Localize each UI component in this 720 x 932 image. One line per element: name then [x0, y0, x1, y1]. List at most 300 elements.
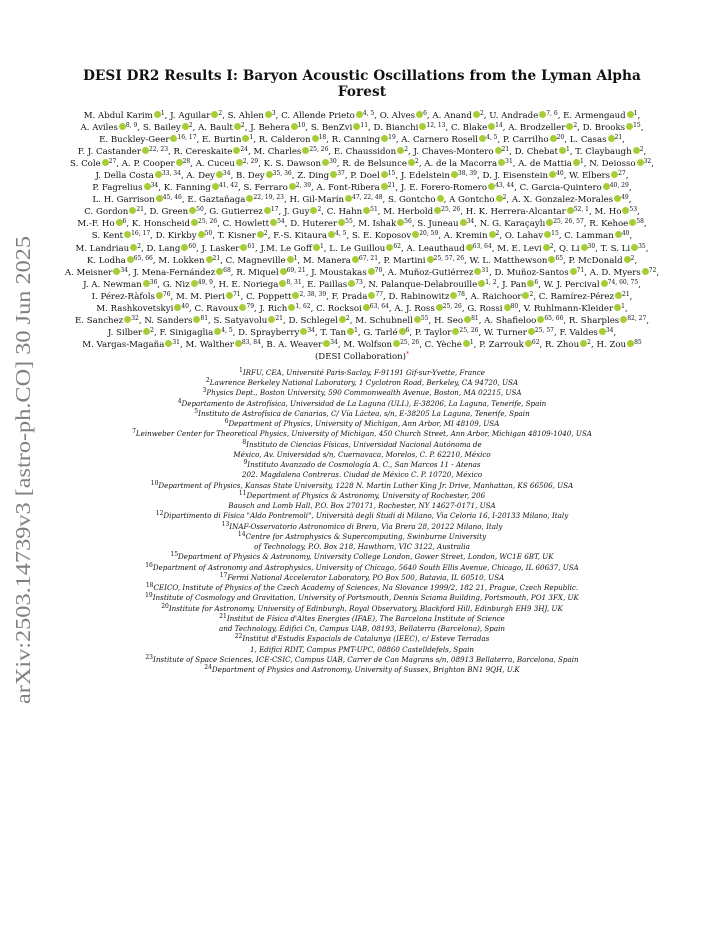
- author-entry: A. Raichoor $^2$,: [470, 290, 537, 302]
- orcid-icon[interactable]: [473, 111, 480, 118]
- author-entry: W. Turner $^{25, 57}$,: [483, 326, 557, 338]
- author-entry: M. Ishak $^{56}$,: [358, 218, 415, 230]
- author-entry: R. Miquel $^{69, 21}$,: [236, 266, 309, 278]
- orcid-icon[interactable]: [466, 244, 473, 251]
- affiliation-number: 1: [238, 366, 243, 374]
- orcid-icon[interactable]: [345, 195, 352, 202]
- author-affiliation-ref: 71: [576, 266, 585, 274]
- author-name: E. Sanchez: [74, 315, 124, 326]
- orcid-icon[interactable]: [206, 256, 213, 263]
- orcid-icon[interactable]: [102, 159, 109, 166]
- author-affiliation-ref: 67, 21: [358, 254, 379, 262]
- orcid-icon[interactable]: [264, 207, 271, 214]
- author-affiliation-ref: 27: [108, 158, 117, 166]
- orcid-icon[interactable]: [615, 231, 622, 238]
- affiliation-line: [62, 419, 662, 429]
- orcid-icon[interactable]: [156, 195, 163, 202]
- author-name: J. Aguilar: [170, 111, 211, 121]
- author-name: C. Howlett: [222, 219, 270, 230]
- author-entry: Z. Ding $^{37}$,: [297, 170, 348, 182]
- orcid-icon[interactable]: [550, 135, 557, 142]
- author-affiliation-ref: 4, 5: [221, 326, 233, 334]
- affiliation-line: [62, 593, 662, 603]
- affiliation-text: Leinweber Center for Theoretical Physics, University of Michigan, 450 Church Street, Ann Arbor, Michigan 48109-1040, USA: [135, 429, 592, 439]
- author-name: N. Palanque-Delabrouille: [368, 279, 478, 290]
- orcid-icon[interactable]: [154, 111, 161, 118]
- author-name: E. Buckley-Geer: [99, 135, 170, 146]
- author-affiliation-ref: 73: [355, 278, 363, 286]
- author-entry: A. D. Myers $^{72}$,: [589, 266, 660, 278]
- author-entry: A. Font-Ribera $^{21}$,: [316, 182, 399, 194]
- author-name: T. Kisner: [217, 231, 256, 242]
- orcid-icon[interactable]: [599, 328, 606, 335]
- author-affiliation-ref: 2: [495, 230, 500, 238]
- orcid-icon[interactable]: [155, 171, 162, 178]
- orcid-icon[interactable]: [176, 159, 183, 166]
- author-affiliation-ref: 2: [404, 146, 409, 154]
- author-entry: K. S. Dawson $^{30}$,: [263, 158, 340, 170]
- author-affiliation-ref: 60: [188, 242, 197, 250]
- author-affiliation-ref: 6: [534, 278, 539, 286]
- orcid-icon[interactable]: [608, 135, 615, 142]
- author-affiliation-ref: 21: [275, 314, 283, 322]
- affiliation-line: [62, 511, 662, 521]
- affiliation-text: and Technology, Edifici Cn, Campus UAB, 08193, Bellaterra (Barcelona), Spain: [218, 624, 506, 634]
- author-entry: D. Bianchi $^{12, 13}$,: [373, 122, 449, 134]
- author-entry: M. Manera $^{67, 21}$,: [302, 254, 381, 266]
- author-entry: D. Green $^{50}$,: [149, 206, 207, 218]
- author-name: J. Edelstein: [400, 171, 450, 182]
- orcid-icon[interactable]: [525, 340, 532, 347]
- orcid-icon[interactable]: [573, 159, 580, 166]
- orcid-icon[interactable]: [235, 340, 242, 347]
- author-name: M. Lokken: [158, 255, 205, 266]
- orcid-icon[interactable]: [116, 219, 123, 226]
- author-name: N. G. Karaçaylı: [479, 219, 546, 230]
- author-entry: J.M. Le Goff $^1$,: [260, 242, 327, 254]
- orcid-icon[interactable]: [182, 123, 189, 130]
- author-entry: E. Burtin $^1$,: [202, 134, 257, 146]
- affiliation-line: [62, 440, 662, 450]
- author-entry: H. K. Herrera-Alcantar $^{52, 1}$,: [465, 206, 592, 218]
- orcid-icon[interactable]: [399, 328, 406, 335]
- author-entry: B. A. Weaver $^{34}$,: [266, 338, 341, 350]
- orcid-icon[interactable]: [143, 280, 150, 287]
- author-affiliation-ref: 25, 26: [309, 146, 329, 154]
- author-name: O. Alves: [379, 111, 416, 121]
- author-affiliation-ref: 24: [240, 146, 248, 154]
- orcid-icon[interactable]: [559, 147, 566, 154]
- author-name: D. J. Eisenstein: [482, 171, 549, 182]
- orcid-icon[interactable]: [127, 256, 134, 263]
- author-name: C. Ravoux: [194, 303, 239, 314]
- author-name: D. Brooks: [582, 123, 626, 134]
- collaboration-footnote-mark[interactable]: *: [406, 350, 410, 358]
- author-name: A. Carnero Rosell: [401, 135, 479, 146]
- orcid-icon[interactable]: [212, 183, 219, 190]
- author-affiliation-ref: 50: [196, 206, 204, 214]
- author-affiliation-ref: 8, 9: [125, 122, 138, 130]
- author-affiliation-ref: 27: [618, 170, 626, 178]
- orcid-icon[interactable]: [266, 171, 273, 178]
- author-affiliation-ref: 45, 46: [162, 194, 182, 202]
- author-entry: O. Lahav $^{15}$,: [504, 230, 562, 242]
- affiliation-number: 18: [145, 582, 154, 590]
- orcid-icon[interactable]: [601, 280, 608, 287]
- orcid-icon[interactable]: [642, 268, 649, 275]
- orcid-icon[interactable]: [257, 231, 264, 238]
- orcid-icon[interactable]: [142, 147, 149, 154]
- author-name: C. Ramírez-Pérez: [538, 291, 615, 302]
- orcid-icon[interactable]: [460, 219, 467, 226]
- author-affiliation-ref: 65, 66: [544, 314, 564, 322]
- author-affiliation-ref: 11: [360, 122, 369, 130]
- author-affiliation-ref: 21: [136, 206, 144, 214]
- affiliation-text: Dipartimento di Fisica "Aldo Pontremoli", Università degli Studi di Milano, Via Celoria 16, I-20133 Milano, Italy: [163, 511, 569, 521]
- orcid-icon[interactable]: [528, 328, 535, 335]
- affiliation-number: 2: [205, 377, 210, 385]
- author-entry: E. Armengaud $^1$,: [563, 110, 641, 121]
- orcid-icon[interactable]: [615, 292, 622, 299]
- author-affiliation-ref: 49: [621, 194, 629, 202]
- author-affiliation-ref: 62: [531, 338, 540, 346]
- author-entry: M. Ho $^{53}$,: [594, 206, 640, 218]
- affiliation-line: [62, 501, 662, 511]
- orcid-icon[interactable]: [144, 183, 151, 190]
- orcid-icon[interactable]: [488, 183, 495, 190]
- arxiv-stamp: [6, 235, 42, 705]
- author-entry: R. Cereskaite $^{24}$,: [173, 146, 251, 158]
- orcid-icon[interactable]: [280, 268, 287, 275]
- author-name: R. Sharples: [568, 315, 620, 326]
- affiliation-text: Department of Astronomy and Astrophysics, University of Chicago, 5640 South Ellis Avenue, Chicago, IL 60637, USA: [152, 562, 579, 572]
- orcid-icon[interactable]: [464, 316, 471, 323]
- author-name: M. Ho: [594, 207, 622, 218]
- author-entry: M. Landriau $^2$,: [75, 242, 144, 254]
- orcid-icon[interactable]: [216, 171, 223, 178]
- author-affiliation-ref: 25, 26: [442, 302, 462, 310]
- orcid-icon[interactable]: [624, 256, 631, 263]
- author-affiliation-ref: 2: [150, 326, 154, 334]
- author-entry: A. Bault $^2$,: [198, 122, 248, 134]
- author-affiliation-ref: 25, 26: [198, 218, 218, 226]
- author-name: D. Chebat: [514, 147, 558, 158]
- author-entry: T. Tan $^1$,: [320, 326, 361, 338]
- author-name: G. Niz: [162, 279, 190, 290]
- author-name: F. Valdes: [559, 327, 598, 338]
- orcid-icon[interactable]: [581, 244, 588, 251]
- author-name: A. Raichoor: [470, 291, 522, 302]
- author-entry: C. Garcia-Quintero $^{40, 29}$,: [519, 182, 632, 194]
- author-entry: P. Taylor $^{25, 26}$,: [414, 326, 482, 338]
- author-entry: P. Carrilho $^{20}$,: [502, 134, 567, 146]
- author-name: W. J. Percival: [543, 279, 600, 290]
- author-entry: J. Guy $^2$,: [283, 206, 324, 218]
- author-name: S. Kent: [91, 231, 124, 242]
- author-entry: S. E. Koposov $^{20, 59}$,: [351, 230, 442, 242]
- author-affiliation-ref: 19: [388, 134, 396, 142]
- author-affiliation-ref: 16, 17: [177, 134, 197, 142]
- author-affiliation-ref: 40, 29: [609, 182, 629, 190]
- author-entry: D. Kirkby $^{50}$,: [155, 230, 215, 242]
- author-name: S. Juneau: [417, 219, 459, 230]
- author-entry: B. Dey $^{35, 36}$,: [236, 170, 295, 182]
- author-affiliation-ref: 34: [120, 266, 128, 274]
- orcid-icon[interactable]: [226, 292, 233, 299]
- author-affiliation-ref: 2: [549, 242, 554, 250]
- orcid-icon[interactable]: [328, 231, 335, 238]
- orcid-icon[interactable]: [291, 123, 298, 130]
- affiliation-text: INAF-Osservatorio Astronomico di Brera, Via Brera 28, 20122 Milano, Italy: [229, 521, 503, 531]
- orcid-icon[interactable]: [312, 135, 319, 142]
- orcid-icon[interactable]: [191, 280, 198, 287]
- orcid-icon[interactable]: [287, 256, 294, 263]
- author-name: D. Schlegel: [288, 315, 338, 326]
- author-entry: A. Shafieloo $^{65, 66}$,: [484, 314, 567, 326]
- affiliation-line: [62, 399, 662, 409]
- author-affiliation-ref: 22, 23: [148, 146, 169, 154]
- orcid-icon[interactable]: [504, 304, 511, 311]
- author-entry: A. Carnero Rosell $^{4, 5}$,: [401, 134, 501, 146]
- orcid-icon[interactable]: [633, 147, 640, 154]
- orcid-icon[interactable]: [414, 316, 421, 323]
- author-name: A. de la Macorra: [424, 159, 498, 170]
- author-entry: F. Sinigaglia $^{4, 5}$,: [159, 326, 236, 338]
- author-name: K. Fanning: [163, 183, 211, 194]
- author-name: K. Honscheid: [131, 219, 191, 230]
- author-affiliation-ref: 53: [629, 206, 638, 214]
- orcid-icon[interactable]: [496, 195, 503, 202]
- author-affiliation-ref: 32: [131, 314, 139, 322]
- author-name: S. E. Koposov: [351, 231, 412, 242]
- author-affiliation-ref: 34: [222, 170, 231, 178]
- affiliation-line: [62, 624, 662, 634]
- author-affiliation-ref: 2: [240, 122, 245, 130]
- author-entry: W. Elbers $^{27}$,: [569, 170, 629, 182]
- affiliation-text: Institut de Física d'Altes Energies (IFAE), The Barcelona Institute of Science: [226, 613, 505, 623]
- author-affiliation-ref: 2: [345, 314, 350, 322]
- orcid-icon[interactable]: [451, 171, 458, 178]
- author-name: A. Dey: [186, 171, 215, 182]
- affiliation-line: [62, 450, 662, 460]
- orcid-icon[interactable]: [489, 231, 496, 238]
- author-entry: A. Dey $^{34}$,: [186, 170, 234, 182]
- author-affiliation-ref: 2: [529, 290, 534, 298]
- author-entry: S. Ahlen $^3$,: [227, 110, 279, 121]
- author-affiliation-ref: 51: [370, 206, 378, 214]
- author-entry: H. Seo $^{81}$,: [433, 314, 482, 326]
- author-name: R. Zhou: [544, 339, 580, 350]
- author-affiliation-ref: 77: [375, 290, 383, 298]
- author-entry: G. Gutierrez $^{17}$,: [209, 206, 282, 218]
- orcid-icon[interactable]: [603, 183, 610, 190]
- affiliation-number: 5: [194, 407, 199, 415]
- author-name: D. Green: [149, 207, 189, 218]
- author-affiliation-ref: 2, 39: [295, 182, 312, 190]
- author-name: C. Lamman: [564, 231, 614, 242]
- orcid-icon[interactable]: [156, 292, 163, 299]
- affiliation-line: [62, 388, 662, 398]
- author-affiliation-ref: 2: [630, 254, 635, 262]
- author-entry: J. Rich $^{1, 62}$,: [259, 302, 314, 314]
- affiliation-line: [62, 604, 662, 614]
- author-name: C. Allende Prieto: [281, 111, 355, 121]
- author-affiliation-ref: 6: [423, 110, 427, 117]
- orcid-icon[interactable]: [567, 207, 574, 214]
- author-name: D. Muñoz-Santos: [494, 267, 569, 278]
- orcid-icon[interactable]: [119, 123, 126, 130]
- orcid-icon[interactable]: [570, 268, 577, 275]
- affiliation-number: 4: [177, 397, 182, 405]
- affiliation-line: [62, 522, 662, 532]
- author-entry: G. Niz $^{49, 9}$,: [162, 278, 216, 290]
- orcid-icon[interactable]: [352, 256, 359, 263]
- author-affiliation-ref: 4, 5: [486, 134, 498, 142]
- orcid-icon[interactable]: [265, 111, 272, 118]
- author-entry: R. Calderon $^{18}$,: [258, 134, 329, 146]
- affiliation-line: [62, 655, 662, 665]
- author-entry: L. Casas $^{21}$,: [569, 134, 625, 146]
- author-name: E. Paillas: [307, 279, 348, 290]
- orcid-icon[interactable]: [495, 147, 502, 154]
- affiliation-text: Institute for Astronomy, University of Edinburgh, Royal Observatory, Blackford Hill, Edinburgh EH9 3HJ, UK: [168, 603, 563, 613]
- affiliation-text: of Technology, P.O. Box 218, Hawthorn, VIC 3122, Australia: [254, 542, 470, 552]
- author-affiliation-ref: 34: [150, 182, 159, 190]
- orcid-icon[interactable]: [543, 244, 550, 251]
- author-name: K. Lodha: [86, 255, 126, 266]
- affiliation-line: [62, 460, 662, 470]
- affiliation-text: Institut d'Estudis Espacials de Catalunya (IEEC), c/ Esteve Terradas: [242, 634, 490, 644]
- orcid-icon[interactable]: [289, 183, 296, 190]
- author-name: A. Meisner: [64, 267, 113, 278]
- author-name: M. M. Pieri: [175, 291, 225, 302]
- author-name: J. E. Forero-Romero: [400, 183, 488, 194]
- orcid-icon[interactable]: [313, 244, 320, 251]
- orcid-icon[interactable]: [356, 111, 363, 118]
- orcid-icon[interactable]: [363, 304, 370, 311]
- author-affiliation-ref: 2: [639, 146, 644, 154]
- affiliation-text: Instituto de Astrofísica de Canarias, C/ Vía Láctea, s/n, E-38205 La Laguna, Tenerife, Spain: [198, 408, 530, 418]
- affiliation-number: 7: [132, 428, 136, 436]
- author-affiliation-ref: 8, 31: [286, 278, 302, 286]
- orcid-icon[interactable]: [637, 159, 644, 166]
- author-name: J. Mena-Fernández: [133, 267, 216, 278]
- affiliation-text: Institute of Cosmology and Gravitation, University of Portsmouth, Dennis Sciama Building, Portsmouth, PO1 3FX, UK: [152, 593, 579, 603]
- affiliation-number: 6: [224, 418, 229, 426]
- author-affiliation-ref: 35, 36: [272, 170, 292, 178]
- author-entry: M. Vargas-Magaña $^{31}$,: [82, 338, 183, 350]
- affiliation-text: Lawrence Berkeley National Laboratory, 1 Cyclotron Road, Berkeley, CA 94720, USA: [209, 378, 519, 388]
- author-entry: N. Palanque-Delabrouille $^{1, 2}$,: [368, 278, 500, 290]
- author-affiliation-ref: 38, 39: [457, 170, 477, 178]
- author-entry: N. G. Karaçaylı $^{25, 26, 57}$,: [479, 218, 587, 230]
- author-entry: P. McDonald $^2$,: [568, 254, 638, 266]
- orcid-icon[interactable]: [549, 171, 556, 178]
- author-entry: M. Abdul Karim $^1$,: [83, 110, 168, 121]
- affiliation-text: 1, Edifici RDIT, Campus PMT-UPC, 08860 Castelldefels, Spain: [250, 644, 474, 654]
- author-entry: A. de Mattia $^1$,: [518, 158, 587, 170]
- author-name: W. Elbers: [569, 171, 611, 182]
- orcid-icon[interactable]: [191, 219, 198, 226]
- author-affiliation-ref: 2: [218, 110, 223, 117]
- author-name: B. A. Weaver: [266, 339, 323, 350]
- author-name: L. H. Garrison: [92, 195, 155, 206]
- collaboration-line: [62, 352, 662, 362]
- orcid-icon[interactable]: [234, 123, 241, 130]
- orcid-icon[interactable]: [427, 256, 434, 263]
- author-entry: W. L. Matthewson $^{65}$,: [469, 254, 566, 266]
- affiliation-text: 202. Magdalena Contreras. Ciudad de México C. P. 10720, México: [241, 470, 483, 480]
- author-entry: P. Martini $^{25, 57, 26}$,: [383, 254, 467, 266]
- orcid-icon[interactable]: [368, 268, 375, 275]
- author-name: V. Ruhlmann-Kleider: [523, 303, 614, 314]
- author-entry: E. Buckley-Geer $^{16, 17}$,: [99, 134, 200, 146]
- author-name: P. Fagrelius: [92, 183, 143, 194]
- author-name: C. Poppett: [246, 291, 292, 302]
- author-affiliation-ref: 22, 19, 23: [253, 194, 284, 202]
- author-name: D. Huterer: [290, 219, 338, 230]
- orcid-icon[interactable]: [236, 159, 243, 166]
- orcid-icon[interactable]: [198, 231, 205, 238]
- affiliation-text: Department of Physics & Astronomy, University of Rochester, 206: [246, 490, 486, 500]
- author-name: M. Charles: [253, 147, 302, 158]
- author-entry: J. Moustakas $^{70}$,: [311, 266, 386, 278]
- orcid-icon[interactable]: [339, 316, 346, 323]
- author-name: C. Gordon: [84, 207, 129, 218]
- author-affiliation-ref: 4, 5: [362, 110, 375, 117]
- author-name: C. Rocksoi: [316, 303, 362, 314]
- orcid-icon[interactable]: [381, 183, 388, 190]
- author-name: M. Ishak: [358, 219, 397, 230]
- author-affiliation-ref: 2: [573, 122, 578, 130]
- author-name: P. Zarrouk: [479, 339, 524, 350]
- author-entry: C. Ravoux $^{79}$,: [194, 302, 257, 314]
- author-name: R. Calderon: [258, 135, 311, 146]
- author-entry: O. Alves $^6$,: [379, 110, 430, 121]
- author-affiliation-ref: 15: [387, 170, 396, 178]
- affiliation-number: 21: [219, 612, 227, 620]
- affiliation-number: 11: [238, 489, 247, 497]
- author-entry: F. J. Castander $^{22, 23}$,: [77, 146, 171, 158]
- author-name: H. E. Noriega: [218, 279, 279, 290]
- orcid-icon[interactable]: [437, 195, 444, 202]
- orcid-icon[interactable]: [627, 111, 634, 118]
- author-affiliation-ref: 25, 57: [534, 326, 554, 334]
- author-affiliation-ref: 63, 64: [472, 242, 492, 250]
- author-affiliation-ref: 1: [354, 326, 358, 334]
- orcid-icon[interactable]: [479, 135, 486, 142]
- author-affiliation-ref: 2: [188, 122, 193, 130]
- author-name: M. E. Levi: [497, 243, 542, 254]
- orcid-icon[interactable]: [408, 159, 415, 166]
- orcid-icon[interactable]: [436, 304, 443, 311]
- author-entry: D. J. Eisenstein $^{40}$,: [482, 170, 567, 182]
- author-affiliation-ref: 10: [297, 122, 306, 130]
- author-affiliation-ref: 63, 64: [369, 302, 389, 310]
- author-entry: L. H. Garrison $^{45, 46}$,: [92, 194, 185, 206]
- orcid-icon[interactable]: [463, 340, 470, 347]
- author-affiliation-ref: 72: [648, 266, 657, 274]
- author-name: R. Kehoe: [589, 219, 629, 230]
- author-name: D. Sprayberry: [238, 327, 300, 338]
- author-entry: A. Kremin $^2$,: [443, 230, 503, 242]
- author-name: A. Bault: [198, 123, 233, 134]
- author-entry: C. Gordon $^{21}$,: [84, 206, 147, 218]
- author-name: L. Le Guillou: [329, 243, 386, 254]
- orcid-icon[interactable]: [381, 171, 388, 178]
- affiliation-number: 13: [221, 520, 230, 528]
- author-name: D. Kirkby: [155, 231, 197, 242]
